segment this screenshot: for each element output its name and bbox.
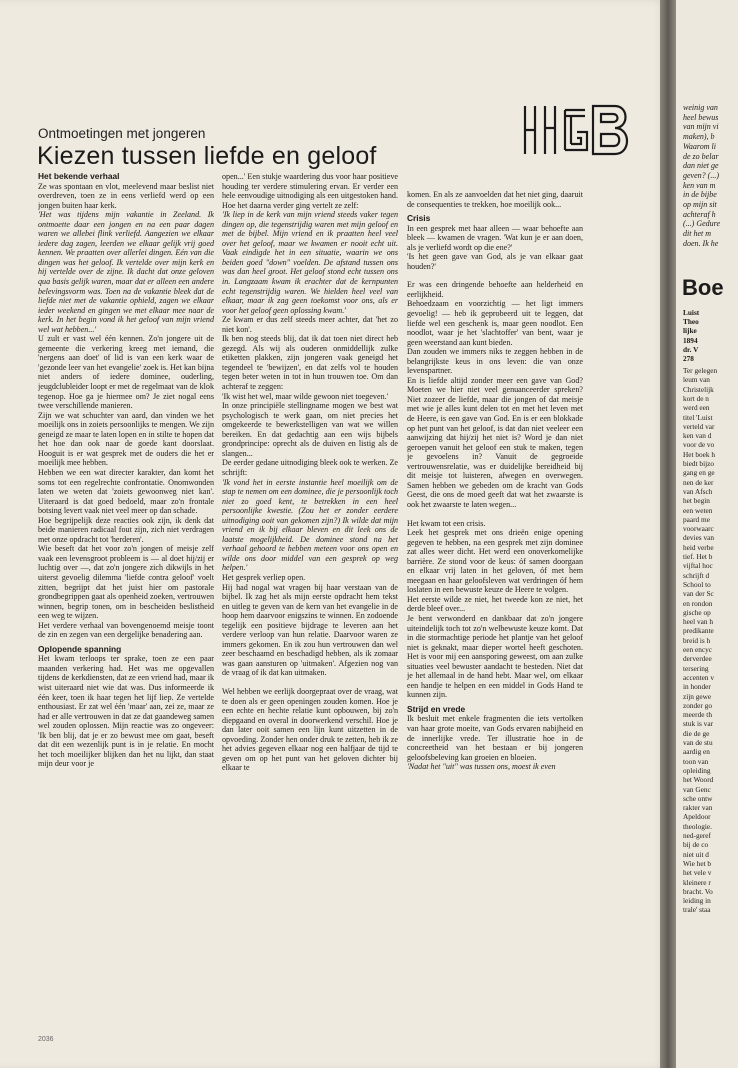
cropped-line: van mijn vi <box>683 122 719 132</box>
cropped-line: Christelijk <box>683 384 714 394</box>
cropped-line: zijn gewe <box>683 691 712 701</box>
cropped-line: dan niet ge <box>683 161 719 171</box>
paragraph: Leek het gesprek met ons drieën enige opening gegeven te hebben, na een gesprek met zijn dominee zat alles weer dicht. Het werd een onoverkomelijke barrière. Ze stond voor de keus: óf samen doorgaan en elkaar vrij laten in het geloven, óf met hem meegaan en haar geloofsleven wat verdringen óf hem loslaten in een bewuste keuze de Heere te volgen. <box>407 528 583 595</box>
cropped-line: trale' staa <box>683 905 711 915</box>
cropped-line: dit het m <box>683 229 711 239</box>
cropped-line: geven? (...) <box>683 170 719 180</box>
cropped-line: het Woord <box>683 775 714 785</box>
paragraph: De eerder gedane uitnodiging bleek ook te werken. Ze schrijft: <box>222 458 398 477</box>
paragraph: U zult er vast wel één kennen. Zo'n jongere uit de gemeente die verkering kreeg met iemand, die 'nergens aan doet' of lid is van een kerk waar de 'gezonde leer van het evangelie' zoek is. Het kan bijna niet anders of iedere dominee, ouderling, jeugdclubleider loopt er met de regelmaat van de klok tegenop. Hoe ga je hiermee om? Je ziet nogal eens twee verschillende manieren. <box>38 334 214 411</box>
paragraph: 'Is het geen gave van God, als je van elkaar gaat houden?' <box>407 252 583 271</box>
cropped-line: weinig van <box>683 103 718 112</box>
cropped-line: niet uit d <box>683 849 709 859</box>
cropped-line: een encyc <box>683 645 712 654</box>
cropped-line: biedt bijzo <box>683 459 715 468</box>
cropped-line: toon van <box>683 756 709 766</box>
cropped-line: gang en ge <box>683 468 715 478</box>
cropped-line: schrijft d <box>683 570 710 580</box>
cropped-line: heel bewus <box>683 112 719 122</box>
paragraph: Wel hebben we eerlijk doorgepraat over de vraag, wat te doen als er geen openingen zouden komen. Hoe je een echte en hechte relatie kunt opbouwen, bij zo'n diepgaand en overal in doorwerkend verschil. Hoe je dan later ooit samen een lijn kunt uitzetten in de opvoeding. Zonder hen onder druk te zetten, heb ik ze het advies gegeven elkaar nog een halfjaar de tijd te geven om op het punt van het geloven dichter bij elkaar te <box>222 686 398 773</box>
paragraph: open...' Een stukje waardering dus voor haar positieve houding ter verdere stimulering ervan. Er verder een hele eenvoudige uitnodiging als een uitgestoken hand. Hoe het daarna verder ging vertelt ze zelf: <box>222 172 398 210</box>
paragraph: 'Nadat het "uit" was tussen ons, moest ik even <box>407 762 556 772</box>
cropped-line: van Afsch <box>683 486 713 496</box>
paragraph: 'Ik wist het wel, maar wilde gewoon niet toegeven.' <box>222 391 389 401</box>
cropped-line: heel van h <box>683 617 713 627</box>
cropped-line: Waarom li <box>683 141 716 151</box>
paragraph: Dan zouden we immers niks te zeggen hebben in de belangrijkste keus in ons leven: die van onze levenspartner. <box>407 347 583 376</box>
article-column-1 <box>38 172 214 1032</box>
right-page <box>676 0 738 1068</box>
cropped-line: van de stu <box>683 738 713 747</box>
paragraph-gap <box>407 271 583 280</box>
paragraph: Ze was spontaan en vlot, meelevend maar beslist niet overdreven, toen ze in eens verliefd werd op een jongen buiten haar kerk. <box>38 181 214 210</box>
cropped-line: Theo <box>683 317 699 327</box>
paragraph: 'Het was tijdens mijn vakantie in Zeeland. Ik ontmoette daar een jongen en na een paar dagen waren we allebei flink verliefd. Aangezien we elkaar iedere dag zagen, leerden we elkaar gelijk vrij goed kennen. We praatten over allerlei dingen. Eén van die dingen was het geloof. Ik vertelde over mijn kerk en hij vertelde over de zijne. Ik dacht dat onze geloven qua basis gelijk waren, maar dat er alleen een andere belevingsvorm was. Toen na de vakantie bleek dat de liefde niet met de vakantie ophield, zagen we elkaar ieder weekend en gingen we met elkaar mee naar de kerk. In het begin vond ik het geloof van mijn vriend wel wat hebben...' <box>38 210 214 334</box>
cropped-line: de zo belar <box>683 151 719 161</box>
section-label: Ontmoetingen met jongeren <box>38 126 206 141</box>
paragraph: Ik ben nog steeds blij, dat ik dat toen niet direct heb gezegd. Als wij als ouderen onmiddellijk zulke etiketten plakken, zijn jongeren vaak geneigd het tegendeel te 'bewijzen', en dat zelfs vol te houden tegen beter weten in tot in hun trouwen toe. Om dan achteraf te zeggen: <box>222 334 398 392</box>
article-column-2 <box>222 172 398 1032</box>
paragraph-gap <box>407 510 583 519</box>
cropped-line: bij de co <box>683 840 709 850</box>
cropped-line: ken van d <box>683 431 712 441</box>
cropped-line: het vele v <box>683 868 712 878</box>
cropped-line: sche ontw <box>683 793 713 803</box>
paragraph: In een gesprek met haar alleen — waar behoefte aan bleek — kwamen de vragen. 'Wat kun je er aan doen, als je verliefd wordt op die ene?' <box>407 223 583 252</box>
cropped-line: lijke <box>683 326 697 336</box>
paragraph: Het eerste wilde ze niet, het tweede kon ze niet, het derde bleef over... <box>407 594 583 614</box>
cropped-line: het begin <box>683 496 710 506</box>
cropped-line: ken van m <box>683 180 716 190</box>
paragraph: Zijn we wat schuchter van aard, dan vinden we het moeilijk ons in zoiets persoonlijks te mengen. We zijn geneigd ze maar te laten lopen en in stilte te hopen dat het hoe dan ook naar de goede kant doorslaat. Hooguit is er wat gesprek met de ouders die het er moeilijk mee hebben. <box>38 410 214 468</box>
cropped-line: aardig en <box>683 747 710 757</box>
cropped-line: accenten v <box>683 672 714 682</box>
cropped-line: maken), b <box>683 132 715 142</box>
cropped-line: werd een <box>683 403 710 413</box>
cropped-line: en rondon <box>683 598 713 608</box>
paragraph: Ze kwam er dus zelf steeds meer achter, dat 'het zo niet kon'. <box>222 315 398 334</box>
cropped-line: School to <box>683 579 711 589</box>
paragraph: 'Ik liep in de kerk van mijn vriend steeds vaker tegen dingen op, die tegenstrijdig waren met mijn geloof en met de bijbel. Mijn vriend en ik praatten heel veel over het geloof, maar we kwamen er nooit echt uit. Vaak eindigde het in een situatie, waarin we ons beiden goed "down" voelden. De afstand tussen ons was dan heel groot. Het geloof stond echt tussen ons in. Langzaam kwam ik erachter dat de kernpunten echt tegenstrijdig waren. We hielden heel veel van elkaar, maar ik zag geen toekomst voor ons, als er voor het geloof geen oplossing kwam.' <box>222 210 398 315</box>
cropped-line: derverdee <box>683 654 712 664</box>
cropped-line: rakter van <box>683 803 713 813</box>
paragraph: Behoedzaam en voorzichtig — het ligt immers gevoelig! — heb ik geprobeerd uit te leggen, dat liefde wel een geschenk is, maar geen noodlot. Een noodlot, waar je het 'slachtoffer' van bent, waar je geen weerstand aan kunt bieden. <box>407 299 583 347</box>
paragraph: Het gesprek verliep open. <box>222 572 306 582</box>
cropped-line: 1894 <box>683 335 698 345</box>
hgb-logo <box>521 100 633 160</box>
cropped-line: leum van <box>683 375 710 385</box>
cropped-line: van der Sc <box>683 589 714 599</box>
cropped-line: Ter gelegen <box>683 366 718 375</box>
paragraph: Hoe begrijpelijk deze reacties ook zijn, ik denk dat beide manieren radicaal fout zijn, zich niet verdragen met onze opdracht tot 'herderen'. <box>38 515 214 544</box>
cropped-line: titel 'Luist <box>683 412 713 422</box>
cropped-line: bracht. Vo <box>683 886 713 896</box>
cropped-line: Apeldoor <box>683 812 711 822</box>
cropped-line: verteld var <box>683 421 715 431</box>
cropped-line: zonder go <box>683 700 712 710</box>
paragraph: Je bent verwonderd en dankbaar dat zo'n jongere uiteindelijk toch tot zo'n welbewuste keuze komt. Dat in die stormachtige periode het plantje van het geloof niet is geknakt, maar dieper wortel heeft geschoten. Het is voor mij een aansporing geweest, om aan zulke situaties veel bewuster aandacht te besteden. Niet dat je het allemaal in de hand hebt. Maar wel, om elkaar een handje te helpen en een middel in Gods Hand te kunnen zijn. <box>407 613 583 700</box>
cropped-line: Het boek h <box>683 449 716 459</box>
paragraph: Ik besluit met enkele fragmenten die iets vertolken van haar grote moeite, van Gods ervaren nabijheid en de innerlijke vrede. Ter illustratie hoe in de concreetheid van het bestaan er bij jongeren geloofsbeleving kan groeien en bloeien. <box>407 714 583 762</box>
paragraph: Wie beseft dat het voor zo'n jongen of meisje zelf vaak een levensgroot probleem is — al doet hij/zij er luchtig over —, dat zo'n jongere zich dikwijls in het uiterst gevoelig dilemma 'liefde contra geloof' voelt zitten, begrijpt dat het juist hier om pastorale grondbegrippen gaat als openheid zoeken, vertrouwen winnen, begrip tonen, om in bescheiden beslistheid een weg te wijzen. <box>38 544 214 621</box>
paragraph: In onze principiële stellingname mogen we best wat psychologisch te werk gaan, om niet precies het omgekeerde te bewerkstelligen van wat we willen bereiken. En dat gedachtig aan een wijs bijbels grondprincipe: oprecht als de duiven en listig als de slangen... <box>222 401 398 458</box>
cropped-line: 278 <box>683 354 694 363</box>
cropped-line: (...) Gedure <box>683 219 721 229</box>
cropped-line: dr. V <box>683 344 699 354</box>
cropped-line: kort de n <box>683 393 709 403</box>
paragraph: Het kwam tot een crisis. <box>407 518 486 528</box>
cropped-line: devies van <box>683 533 715 543</box>
subheading: Strijd en vrede <box>407 703 466 714</box>
cropped-line: leiding in <box>683 896 711 906</box>
paragraph: Hij had nogal wat vragen bij haar verstaan van de bijbel. Ik zag het als mijn eerste opdracht hem tekst en uitleg te geven van de kern van het evangelie in de hoop hem daarvoor enigszins te winnen. En zodoende tegelijk een positieve bijdrage te leveren aan het verdere verloop van hun relatie. Daarvoor waren ze immers gekomen. En ik zou hun vertrouwen dan wel zeer beschaamd en beschadigd hebben, als ik zomaar was gaan aansturen op 'uitmaken'. Afgezien nog van de vraag of ik dat kan uitmaken. <box>222 582 398 678</box>
cropped-line: van Genc <box>683 784 711 794</box>
cropped-line: stuk is var <box>683 719 713 729</box>
cropped-line: theologie. <box>683 821 712 831</box>
cropped-line: die de ge <box>683 728 710 738</box>
cropped-line: nen de ker <box>683 477 714 487</box>
cropped-line: opleiding <box>683 765 711 775</box>
cropped-line: voor de vo <box>683 440 715 450</box>
cropped-line: gische op <box>683 607 711 617</box>
paragraph: Hebben we een wat directer karakter, dan komt het soms tot een regelrechte confrontatie. Onomwonden laten we weten dat 'zoiets gewoonweg niet kan'. Uiteraard is dat goed bedoeld, maar zo'n frontale botsing levert vaak niet veel meer op dan schade. <box>38 467 214 516</box>
cropped-line: ned-geref <box>683 831 711 840</box>
cropped-line: een weten <box>683 505 713 515</box>
cropped-line: kleinere r <box>683 877 711 887</box>
subheading: Crisis <box>407 213 431 224</box>
cropped-line: achteraf h <box>683 209 716 219</box>
cropped-line: vijftal hoc <box>683 561 713 571</box>
cropped-line: Luist <box>683 308 700 317</box>
right-heading: Boe <box>682 275 724 300</box>
article-column-3 <box>407 190 583 1050</box>
cropped-line: op mijn sit <box>683 200 717 209</box>
subheading: Oplopende spanning <box>38 643 122 654</box>
cropped-line: doen. Ik he <box>683 238 719 248</box>
paragraph: En is liefde altijd zonder meer een gave van God? Moeten we hier niet veel genuanceerder spreken? Niet zozeer de liefde, maar die jongen of dat meisje met wie je alles kunt delen tot en met het leven met de Heere, is een gave van God. En is er een blokkade op het punt van het geloof, is dat dan niet veeleer een aanwijzing dat hij/zij het niet is? Word je dan niet geroepen vanuit het geloof een stuk te maken, tegen je gevoelens in? Vanuit de gegroeide vertrouwensrelatie, was er duidelijke bereidheid bij dit meisje tot luisteren, afwegen en overwegen. Samen hebben we gebeden om de kracht van Gods Geest, die ons de moed geeft dat wat het zwaarste is ook het zwaarste te laten wegen... <box>407 375 583 509</box>
cropped-line: voorwaarc <box>683 524 714 534</box>
paragraph: 'Ik vond het in eerste instantie heel moeilijk om de stap te nemen om een dominee, die je persoonlijk toch niet zo goed kent, te betrekken in een heel persoonlijke kwestie. (Zou het er zonder eerdere uitnodiging ooit van gekomen zijn?) Ik wilde dat mijn vriend en ik bij elkaar bleven en dit leek ons de laatste mogelijkheid. De dominee stond na het verhaal gehoord te hebben meteen voor ons open en wilde ons door middel van een gesprek op weg helpen.' <box>222 477 398 573</box>
article-headline: Kiezen tussen liefde en geloof <box>37 142 377 170</box>
cropped-line: predikante <box>683 626 714 636</box>
paragraph: Het verdere verhaal van bovengenoemd meisje toont de zin en zegen van een dergelijke benadering aan. <box>38 620 214 640</box>
cropped-line: Wie het b <box>683 858 712 868</box>
paragraph: Er was een dringende behoefte aan helderheid en eerlijkheid. <box>407 280 583 299</box>
cropped-line: tersering <box>683 663 709 673</box>
paragraph: komen. En als ze aanvoelden dat het niet ging, daaruit de consequenties te trekken, hoe moeilijk ook... <box>407 190 583 209</box>
paragraph: Het kwam terloops ter sprake, toen ze een paar maanden verkering had. Het was me opgevallen tijdens de kerkdiensten, dat ze een vriend had, maar ik wist uiteraard niet wie dat was. Dus informeerde ik één keer, toen ik haar tegen het lijf liep. Ze vertelde enthousiast. Er zat wel één 'maar' aan, zei ze, maar ze had er alle vertrouwen in dat ze dat gaandeweg samen wel zouden oplossen. Mijn reactie was zo ongeveer: 'Ik ben blij, dat je er zo bewust mee om gaat, beseft dat dit een wezenlijk punt is in je relatie. En mocht het toch moeilijker blijken dan het nu lijkt, dan staat mijn deur voor je <box>38 654 214 769</box>
subheading: Het bekende verhaal <box>38 172 120 181</box>
cropped-line: heid verbe <box>683 542 714 552</box>
cropped-line: tief. Het b <box>683 552 713 561</box>
cropped-line: breid is h <box>683 635 711 645</box>
cropped-line: paard me <box>683 514 710 524</box>
page-number: 2036 <box>38 1036 54 1043</box>
cropped-line: in honder <box>683 682 711 692</box>
cropped-line: meerde th <box>683 710 712 720</box>
cropped-line: in de bijbe <box>683 190 717 200</box>
paragraph-gap <box>222 678 398 687</box>
